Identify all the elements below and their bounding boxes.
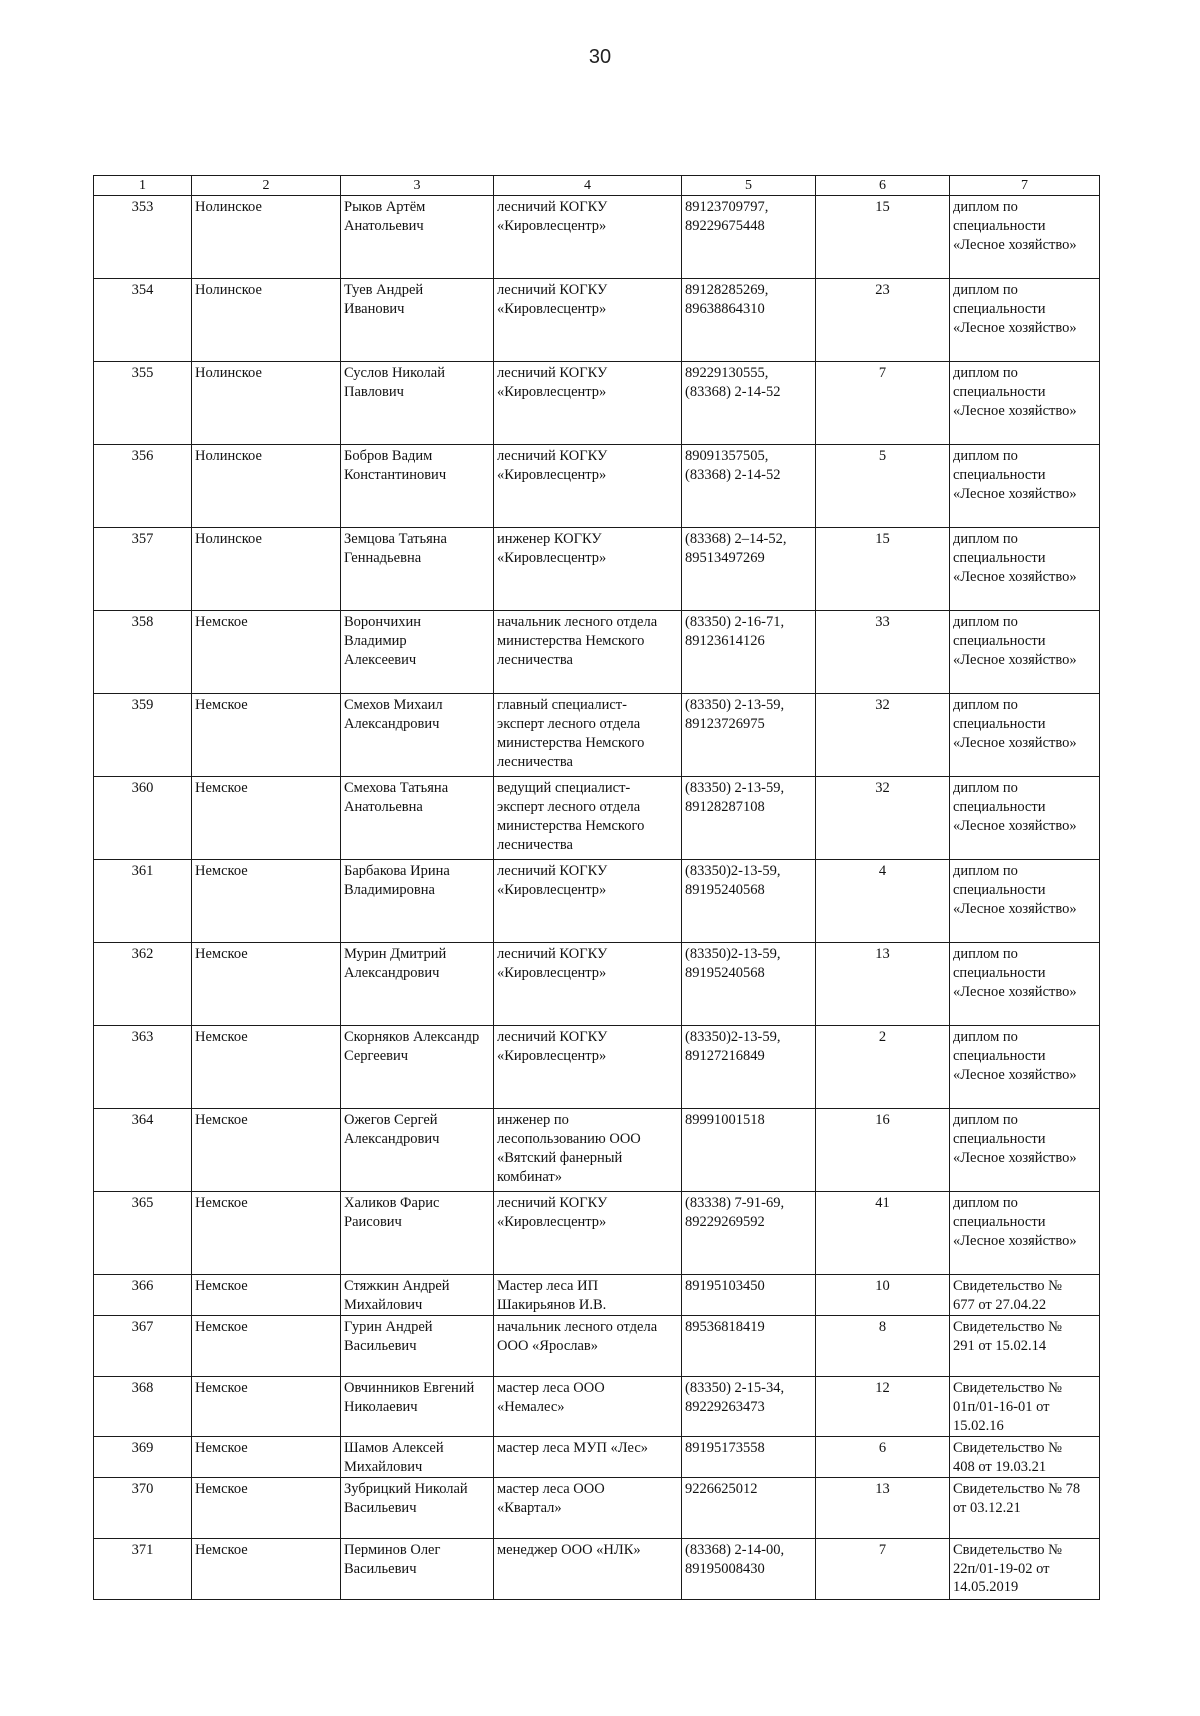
document-cell: диплом по специальности «Лесное хозяйство» <box>950 196 1100 279</box>
document-cell: Свидетельство № 22п/01-19-02 от 14.05.2019 <box>950 1538 1100 1599</box>
document-cell: диплом по специальности «Лесное хозяйство» <box>950 1026 1100 1109</box>
row-number-cell: 353 <box>94 196 192 279</box>
name-cell: Скорняков Александр Сергеевич <box>341 1026 494 1109</box>
document-cell: диплом по специальности «Лесное хозяйство» <box>950 528 1100 611</box>
position-cell: инженер КОГКУ «Кировлесцентр» <box>494 528 682 611</box>
district-cell: Немское <box>192 1377 341 1437</box>
name-cell: Мурин Дмитрий Александрович <box>341 943 494 1026</box>
row-number-cell: 363 <box>94 1026 192 1109</box>
district-cell: Немское <box>192 1538 341 1599</box>
district-cell: Немское <box>192 943 341 1026</box>
phone-cell: 89123709797, 89229675448 <box>682 196 816 279</box>
row-number-cell: 369 <box>94 1436 192 1477</box>
row-number-cell: 359 <box>94 694 192 777</box>
row-number-cell: 358 <box>94 611 192 694</box>
document-cell: диплом по специальности «Лесное хозяйство» <box>950 445 1100 528</box>
experience-cell: 6 <box>816 1436 950 1477</box>
phone-cell: (83368) 2–14-52, 89513497269 <box>682 528 816 611</box>
document-cell: диплом по специальности «Лесное хозяйство» <box>950 279 1100 362</box>
experience-cell: 23 <box>816 279 950 362</box>
phone-cell: (83350) 2-15-34, 89229263473 <box>682 1377 816 1437</box>
name-cell: Бобров Вадим Константинович <box>341 445 494 528</box>
row-number-cell: 362 <box>94 943 192 1026</box>
phone-cell: 89229130555, (83368) 2-14-52 <box>682 362 816 445</box>
district-cell: Немское <box>192 1275 341 1316</box>
column-header: 3 <box>341 176 494 196</box>
row-number-cell: 360 <box>94 777 192 860</box>
column-header: 5 <box>682 176 816 196</box>
document-cell: диплом по специальности «Лесное хозяйство» <box>950 1109 1100 1192</box>
document-cell: диплом по специальности «Лесное хозяйство» <box>950 860 1100 943</box>
table-row <box>94 1477 1100 1538</box>
name-cell: Ожегов Сергей Александрович <box>341 1109 494 1192</box>
name-cell: Смехова Татьяна Анатольевна <box>341 777 494 860</box>
phone-cell: (83368) 2-14-00, 89195008430 <box>682 1538 816 1599</box>
position-cell: мастер леса ООО «Квартал» <box>494 1477 682 1538</box>
document-cell: Свидетельство № 78 от 03.12.21 <box>950 1477 1100 1538</box>
column-header: 2 <box>192 176 341 196</box>
position-cell: лесничий КОГКУ «Кировлесцентр» <box>494 362 682 445</box>
row-number-cell: 371 <box>94 1538 192 1599</box>
table-row <box>94 1275 1100 1316</box>
experience-cell: 8 <box>816 1316 950 1377</box>
experience-cell: 2 <box>816 1026 950 1109</box>
position-cell: начальник лесного отдела ООО «Ярослав» <box>494 1316 682 1377</box>
name-cell: Туев Андрей Иванович <box>341 279 494 362</box>
column-header: 7 <box>950 176 1100 196</box>
phone-cell: 89091357505, (83368) 2-14-52 <box>682 445 816 528</box>
experience-cell: 41 <box>816 1192 950 1275</box>
phone-cell: 89128285269, 89638864310 <box>682 279 816 362</box>
row-number-cell: 361 <box>94 860 192 943</box>
experience-cell: 13 <box>816 1477 950 1538</box>
row-number-cell: 368 <box>94 1377 192 1437</box>
table-row <box>94 1192 1100 1275</box>
district-cell: Немское <box>192 860 341 943</box>
table-row <box>94 1538 1100 1599</box>
column-header: 1 <box>94 176 192 196</box>
position-cell: лесничий КОГКУ «Кировлесцентр» <box>494 196 682 279</box>
table-row <box>94 1026 1100 1109</box>
column-header: 4 <box>494 176 682 196</box>
phone-cell: (83338) 7-91-69, 89229269592 <box>682 1192 816 1275</box>
district-cell: Немское <box>192 777 341 860</box>
position-cell: Мастер леса ИП Шакирьянов И.В. <box>494 1275 682 1316</box>
name-cell: Земцова Татьяна Геннадьевна <box>341 528 494 611</box>
name-cell: Ворончихин Владимир Алексеевич <box>341 611 494 694</box>
experience-cell: 33 <box>816 611 950 694</box>
district-cell: Немское <box>192 1477 341 1538</box>
document-cell: диплом по специальности «Лесное хозяйство» <box>950 1192 1100 1275</box>
phone-cell: 89536818419 <box>682 1316 816 1377</box>
district-cell: Нолинское <box>192 362 341 445</box>
position-cell: лесничий КОГКУ «Кировлесцентр» <box>494 445 682 528</box>
row-number-cell: 357 <box>94 528 192 611</box>
table-row <box>94 362 1100 445</box>
table-row <box>94 528 1100 611</box>
table-row <box>94 1109 1100 1192</box>
district-cell: Немское <box>192 1436 341 1477</box>
page-number: 30 <box>588 46 612 68</box>
position-cell: лесничий КОГКУ «Кировлесцентр» <box>494 943 682 1026</box>
table-row <box>94 445 1100 528</box>
document-cell: диплом по специальности «Лесное хозяйство» <box>950 362 1100 445</box>
table-row <box>94 860 1100 943</box>
experience-cell: 12 <box>816 1377 950 1437</box>
district-cell: Немское <box>192 1109 341 1192</box>
table-row <box>94 777 1100 860</box>
phone-cell: (83350) 2-13-59, 89123726975 <box>682 694 816 777</box>
row-number-cell: 354 <box>94 279 192 362</box>
phone-cell: (83350)2-13-59, 89195240568 <box>682 943 816 1026</box>
phone-cell: (83350) 2-13-59, 89128287108 <box>682 777 816 860</box>
phone-cell: (83350) 2-16-71, 89123614126 <box>682 611 816 694</box>
name-cell: Халиков Фарис Раисович <box>341 1192 494 1275</box>
district-cell: Немское <box>192 694 341 777</box>
phone-cell: 89991001518 <box>682 1109 816 1192</box>
specialists-table <box>93 175 1100 1600</box>
district-cell: Немское <box>192 1026 341 1109</box>
name-cell: Суслов Николай Павлович <box>341 362 494 445</box>
experience-cell: 7 <box>816 1538 950 1599</box>
experience-cell: 15 <box>816 528 950 611</box>
phone-cell: (83350)2-13-59, 89127216849 <box>682 1026 816 1109</box>
row-number-cell: 355 <box>94 362 192 445</box>
district-cell: Немское <box>192 611 341 694</box>
column-header: 6 <box>816 176 950 196</box>
experience-cell: 32 <box>816 777 950 860</box>
row-number-cell: 366 <box>94 1275 192 1316</box>
name-cell: Овчинников Евгений Николаевич <box>341 1377 494 1437</box>
district-cell: Нолинское <box>192 196 341 279</box>
district-cell: Нолинское <box>192 445 341 528</box>
name-cell: Рыков Артём Анатольевич <box>341 196 494 279</box>
district-cell: Немское <box>192 1192 341 1275</box>
row-number-cell: 364 <box>94 1109 192 1192</box>
table-row <box>94 196 1100 279</box>
experience-cell: 13 <box>816 943 950 1026</box>
document-cell: диплом по специальности «Лесное хозяйство» <box>950 611 1100 694</box>
document-cell: Свидетельство № 408 от 19.03.21 <box>950 1436 1100 1477</box>
position-cell: начальник лесного отдела министерства Немского лесничества <box>494 611 682 694</box>
district-cell: Немское <box>192 1316 341 1377</box>
table-row <box>94 1436 1100 1477</box>
name-cell: Барбакова Ирина Владимировна <box>341 860 494 943</box>
experience-cell: 16 <box>816 1109 950 1192</box>
row-number-cell: 356 <box>94 445 192 528</box>
table-row <box>94 943 1100 1026</box>
position-cell: мастер леса МУП «Лес» <box>494 1436 682 1477</box>
phone-cell: (83350)2-13-59, 89195240568 <box>682 860 816 943</box>
phone-cell: 89195173558 <box>682 1436 816 1477</box>
position-cell: лесничий КОГКУ «Кировлесцентр» <box>494 1026 682 1109</box>
name-cell: Перминов Олег Васильевич <box>341 1538 494 1599</box>
row-number-cell: 370 <box>94 1477 192 1538</box>
position-cell: лесничий КОГКУ «Кировлесцентр» <box>494 860 682 943</box>
table-row <box>94 1377 1100 1437</box>
table-row <box>94 694 1100 777</box>
experience-cell: 5 <box>816 445 950 528</box>
experience-cell: 7 <box>816 362 950 445</box>
document-cell: Свидетельство № 291 от 15.02.14 <box>950 1316 1100 1377</box>
name-cell: Гурин Андрей Васильевич <box>341 1316 494 1377</box>
district-cell: Нолинское <box>192 528 341 611</box>
phone-cell: 89195103450 <box>682 1275 816 1316</box>
position-cell: ведущий специалист- эксперт лесного отдела министерства Немского лесничества <box>494 777 682 860</box>
document-cell: диплом по специальности «Лесное хозяйство» <box>950 943 1100 1026</box>
experience-cell: 32 <box>816 694 950 777</box>
position-cell: мастер леса ООО «Немалес» <box>494 1377 682 1437</box>
position-cell: лесничий КОГКУ «Кировлесцентр» <box>494 1192 682 1275</box>
experience-cell: 15 <box>816 196 950 279</box>
document-cell: Свидетельство № 01п/01-16-01 от 15.02.16 <box>950 1377 1100 1437</box>
position-cell: инженер по лесопользованию ООО «Вятский фанерный комбинат» <box>494 1109 682 1192</box>
row-number-cell: 367 <box>94 1316 192 1377</box>
table-row <box>94 611 1100 694</box>
name-cell: Шамов Алексей Михайлович <box>341 1436 494 1477</box>
phone-cell: 9226625012 <box>682 1477 816 1538</box>
district-cell: Нолинское <box>192 279 341 362</box>
position-cell: главный специалист- эксперт лесного отдела министерства Немского лесничества <box>494 694 682 777</box>
table-row <box>94 279 1100 362</box>
position-cell: менеджер ООО «НЛК» <box>494 1538 682 1599</box>
document-cell: Свидетельство № 677 от 27.04.22 <box>950 1275 1100 1316</box>
document-cell: диплом по специальности «Лесное хозяйство» <box>950 694 1100 777</box>
row-number-cell: 365 <box>94 1192 192 1275</box>
table-row <box>94 1316 1100 1377</box>
name-cell: Зубрицкий Николай Васильевич <box>341 1477 494 1538</box>
document-cell: диплом по специальности «Лесное хозяйство» <box>950 777 1100 860</box>
column-number-row <box>94 176 1100 196</box>
experience-cell: 4 <box>816 860 950 943</box>
name-cell: Смехов Михаил Александрович <box>341 694 494 777</box>
position-cell: лесничий КОГКУ «Кировлесцентр» <box>494 279 682 362</box>
experience-cell: 10 <box>816 1275 950 1316</box>
name-cell: Стяжкин Андрей Михайлович <box>341 1275 494 1316</box>
